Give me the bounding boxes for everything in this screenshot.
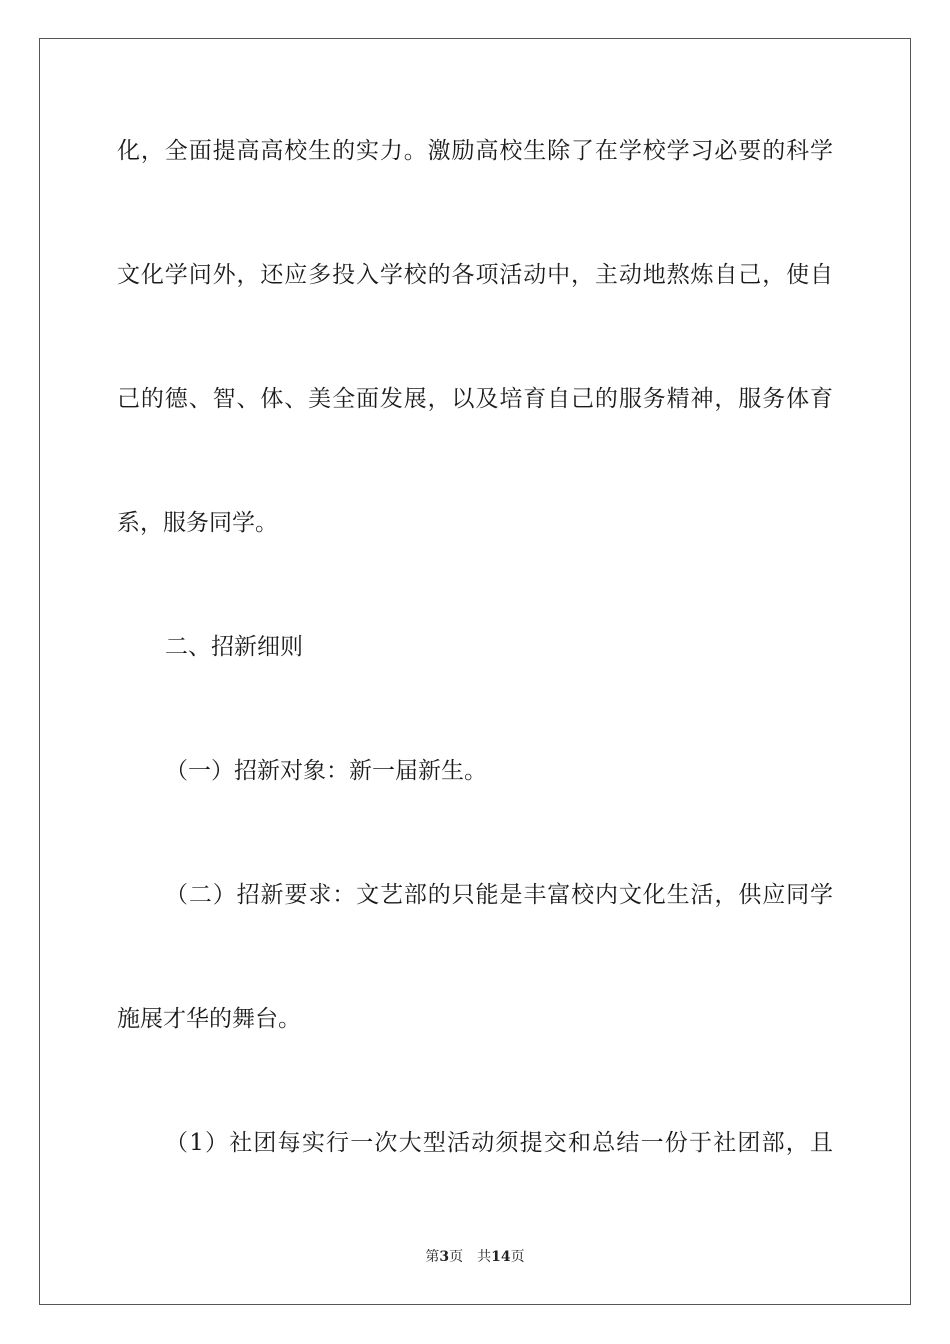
page-footer — [0, 1248, 950, 1266]
footer-total-prefix: 共 — [477, 1249, 492, 1265]
body-line-1: 化，全面提高高校生的实力。激励高校生除了在学校学习必要的科学 — [117, 138, 833, 164]
footer-page-number: 3 — [439, 1249, 450, 1265]
body-line-7: （二）招新要求：文艺部的只能是丰富校内文化生活，供应同学 — [165, 882, 833, 908]
page-frame — [39, 38, 911, 1305]
body-line-9: （1）社团每实行一次大型活动须提交和总结一份于社团部，且 — [165, 1130, 833, 1156]
footer-page-prefix: 第 — [425, 1249, 440, 1265]
footer-total-pages: 14 — [491, 1249, 511, 1265]
body-line-3: 己的德、智、体、美全面发展，以及培育自己的服务精神，服务体育 — [117, 386, 833, 412]
body-line-2: 文化学问外，还应多投入学校的各项活动中，主动地熬炼自己，使自 — [117, 262, 833, 288]
body-line-6: （一）招新对象：新一届新生。 — [165, 758, 487, 784]
body-line-4: 系，服务同学。 — [117, 510, 278, 536]
section-heading: 二、招新细则 — [165, 634, 303, 660]
footer-page-suffix: 页 — [449, 1249, 464, 1265]
footer-total-suffix: 页 — [510, 1249, 525, 1265]
body-line-8: 施展才华的舞台。 — [117, 1006, 301, 1032]
